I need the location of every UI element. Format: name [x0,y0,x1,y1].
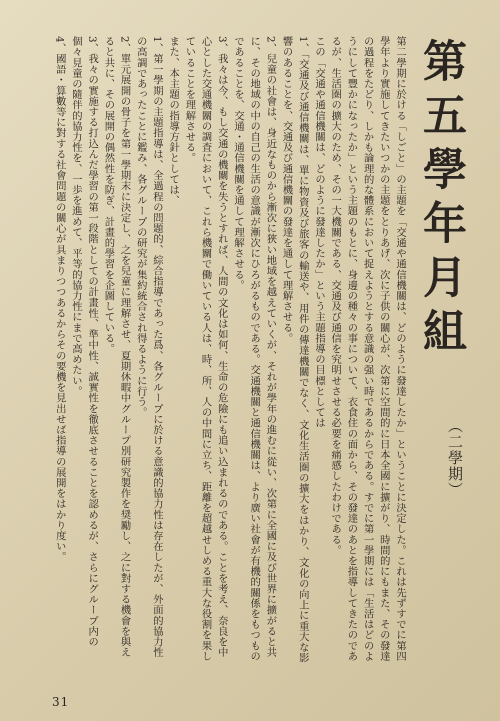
paragraph: 1、「交通及び通信機關は、單に物資及び旅客の輸送や、用件の傳達機關でなく、文化生活圏の擴大をはかり、文化の向上に重大な影響のあることを、交通及び通信機關の發達を通して理解させる。 [280,36,309,664]
paragraph: 第二學期に於ける「しごと」の主題を「交通や通信機關は、どのように發達したか」ということに決定した。これは先ずすでに第四學年より實施してきたいつかの主題をとりあげ、次に子供の關心が、次第に空間的に日本全國に擴がり、時間的にもまた、その發達の過程をたどり、しかも論理的な體系において捉えようとする意識の强い時であるからである。すでに第一學期には「生活はどのようにして豐かになったか」という主題のもとに、身邊の種々の事について、衣食住の面から、その發達のあとを指導してきたのであるが、生活圏の擴大のため、その一大機關である、交通及び通信を究明せさせる必要を痛感したわけである。 [329,36,406,662]
page-title: 第五學年月組 [415,38,466,362]
term-label: （二學期） [446,418,464,498]
paragraph: この「交通や通信機關は、どのように發達したか」という主題指導の目標としては [312,36,325,429]
paragraph: 3、我々は今、もし交通の機關を失うとすれば、人間の文化は如何、生命の危險にも追い込まれるのである。ことを考え、奈良を中心とした交通機關の調査において、これら機關で働いている人は、時、所、人の中間に立ち、距離を超越せしめる重大な役割を果していることを理解させる。 [183,36,228,662]
paragraph: 3、我々の實施する打込んだ學習の第一段階としての計畫性、準中性、誠實性を徹底させることを認めるが、さらにグループ内の個々見童の隨伴的協力性を、一歩を進めて、平等的協力性にまで高めたい。 [69,36,99,648]
page-number: 31 [52,695,70,709]
paragraph: また、本主題の指導方針としては、 [167,36,180,206]
paragraph: 1、第一學期の主題指導は、全過程の問題的、綜合指導であった爲、各グループに於ける意識的協力性は存在したが、外面的協力性の高調であったことに鑑み、各グループの研究が集約統合され得るように行う。 [134,36,163,658]
paragraph: 4、國語・算數等に對する社會問題の關心が具まりつつあるからその要機を見出せば指導の展開をはかり度い。 [53,36,66,563]
paragraph: 2、單元展開の骨子を第一學期末に決定し、之を兒童に理解させ、夏期休暇中グループ別研究製作を奨勵し、之に對する機會を與えると共に、その展開の偶然性を防ぎ、計畫的學習を企圖している。 [102,36,131,658]
body-text [53,36,408,666]
paragraph: 2、兒童の社會は、身近なものから漸次に狹い地域を越えていくが、それが學年の進むに從い、次第に全國に及び世界に擴がると共に、その地域の中の自己の生活の意識が漸次にひろがるものである。交通機關と通信機關は、より廣い社會が有機的關係をもつものであることを、交通・通信機關を通して理解させる。 [231,36,277,662]
